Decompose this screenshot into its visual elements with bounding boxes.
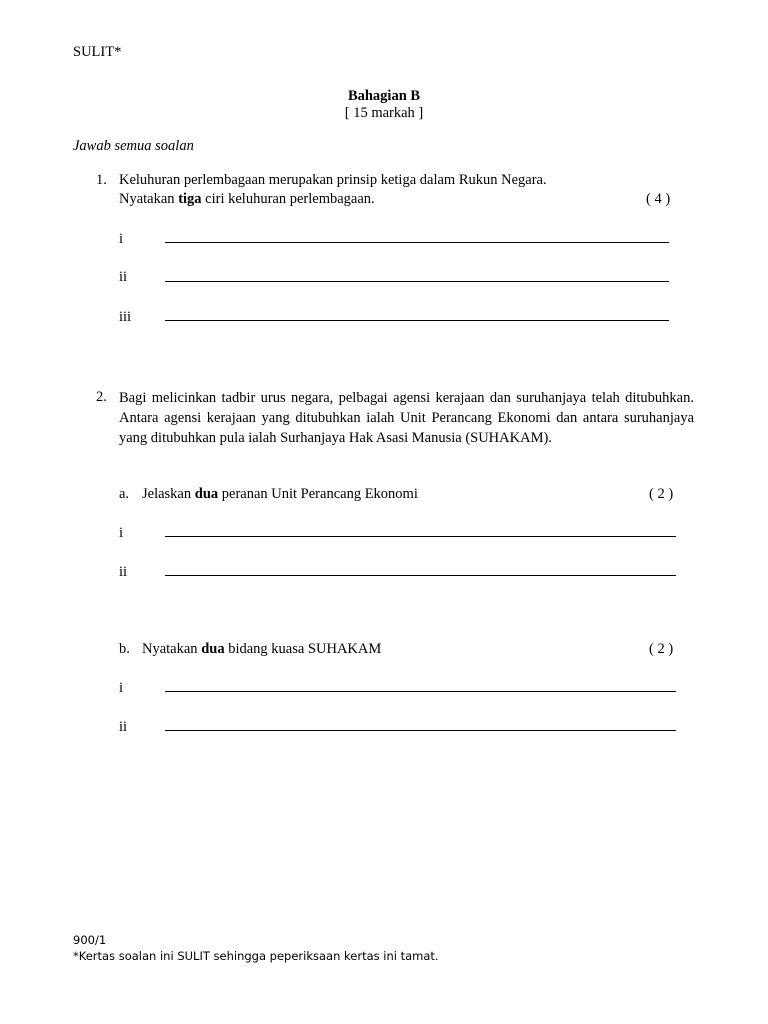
q2b-emphasis: dua	[201, 641, 225, 657]
q1-answer-label-i: i	[119, 231, 124, 247]
q2a-answer-line-ii[interactable]	[165, 575, 676, 576]
footer-note: *Kertas soalan ini SULIT sehingga peperiksaan kertas ini tamat.	[73, 949, 439, 963]
section-marks: [ 15 markah ]	[344, 105, 424, 121]
q1-number: 1.	[96, 172, 107, 188]
q2a-answer-label-i: i	[119, 525, 124, 541]
q1-answer-line-iii[interactable]	[165, 320, 669, 321]
q2-number: 2.	[96, 389, 107, 405]
q2b-answer-label-ii: ii	[119, 719, 128, 735]
section-title: Bahagian B	[347, 88, 421, 104]
paper-code: 900/1	[73, 933, 107, 947]
q1-answer-label-iii: iii	[119, 309, 132, 325]
q2b-marks: ( 2 )	[649, 641, 674, 657]
q2b-answer-label-i: i	[119, 680, 124, 696]
q1-emphasis: tiga	[178, 191, 202, 207]
instruction-text: Jawab semua soalan	[73, 138, 194, 154]
q2a-marks: ( 2 )	[649, 486, 674, 502]
q2b-answer-line-i[interactable]	[165, 691, 676, 692]
q1-answer-line-ii[interactable]	[165, 281, 669, 282]
q2b-answer-line-ii[interactable]	[165, 730, 676, 731]
q1-marks: ( 4 )	[646, 191, 671, 207]
q2b-label: b.	[119, 641, 130, 657]
q2a-text: Jelaskan dua peranan Unit Perancang Ekonomi	[142, 486, 418, 502]
q2a-label: a.	[119, 486, 130, 502]
q1-text-line2: Nyatakan tiga ciri keluhuran perlembagaan.	[119, 191, 375, 207]
q2a-answer-line-i[interactable]	[165, 536, 676, 537]
q1-answer-label-ii: ii	[119, 269, 128, 285]
q2a-emphasis: dua	[194, 486, 219, 502]
confidential-label: SULIT*	[73, 44, 122, 60]
q1-answer-line-i[interactable]	[165, 242, 669, 243]
q2a-answer-label-ii: ii	[119, 564, 128, 580]
q1-text-line1: Keluhuran perlembagaan merupakan prinsip ketiga dalam Rukun Negara.	[119, 172, 547, 188]
q2b-text: Nyatakan dua bidang kuasa SUHAKAM	[142, 641, 382, 657]
q2-paragraph: Bagi melicinkan tadbir urus negara, pelbagai agensi kerajaan dan suruhanjaya telah ditubuhkan. Antara agensi kerajaan yang ditubuhkan ialah Unit Perancang Ekonomi dan antara suruhanjaya yang ditubuhkan pula ialah Surhanjaya Hak Asasi Manusia (SUHAKAM).	[119, 390, 694, 446]
